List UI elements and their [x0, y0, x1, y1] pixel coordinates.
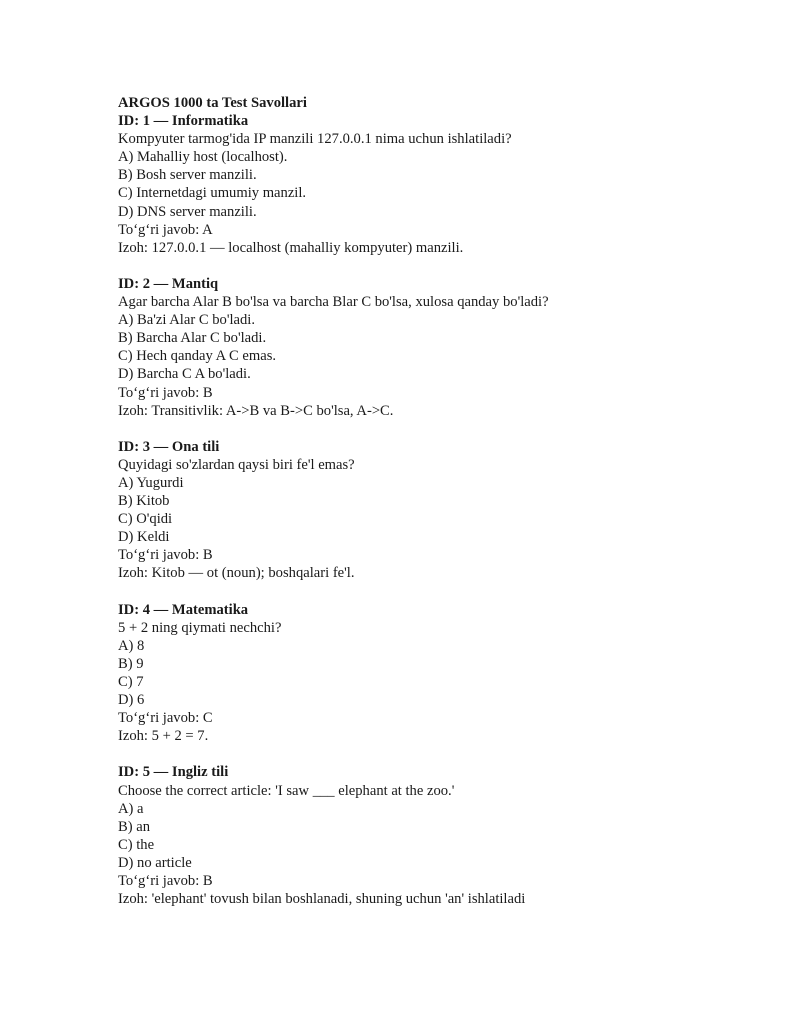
question-heading: ID: 4 — Matematika [118, 601, 249, 618]
option-c: C) O'qidi [118, 511, 173, 528]
option-a: A) Yugurdi [118, 474, 184, 491]
question-heading: ID: 3 — Ona tili [118, 438, 220, 455]
question-block-5 [118, 763, 758, 908]
question-text: Quyidagi so'zlardan qaysi biri fe'l emas? [118, 456, 355, 473]
option-a: A) Ba'zi Alar C bo'ladi. [118, 312, 255, 329]
option-c: C) Internetdagi umumiy manzil. [118, 185, 307, 202]
explanation: Izoh: 'elephant' tovush bilan boshlanadi, shuning uchun 'an' ishlatiladi [118, 891, 526, 908]
option-b: B) Barcha Alar C bo'ladi. [118, 330, 267, 347]
explanation: Izoh: 127.0.0.1 — localhost (mahalliy kompyuter) manzili. [118, 239, 464, 256]
option-d: D) Keldi [118, 529, 170, 546]
explanation: Izoh: 5 + 2 = 7. [118, 728, 209, 745]
option-b: B) 9 [118, 655, 144, 672]
question-heading: ID: 1 — Informatika [118, 113, 249, 130]
explanation: Izoh: Transitivlik: A->B va B->C bo'lsa, A->C. [118, 402, 394, 419]
question-heading: ID: 2 — Mantiq [118, 275, 219, 292]
option-b: B) Kitob [118, 493, 170, 510]
option-d: D) DNS server manzili. [118, 203, 257, 220]
option-b: B) Bosh server manzili. [118, 167, 257, 184]
question-heading: ID: 5 — Ingliz tili [118, 764, 229, 781]
document-page [118, 94, 758, 908]
document-title: ARGOS 1000 ta Test Savollari [118, 95, 307, 111]
correct-answer: To‘g‘ri javob: B [118, 384, 213, 401]
question-text: Kompyuter tarmog'ida IP manzili 127.0.0.1 nima uchun ishlatiladi? [118, 131, 512, 148]
option-c: C) Hech qanday A C emas. [118, 348, 277, 365]
option-a: A) a [118, 800, 144, 817]
question-text: 5 + 2 ning qiymati nechchi? [118, 619, 282, 636]
option-d: D) Barcha C A bo'ladi. [118, 366, 251, 383]
question-block-3 [118, 438, 758, 583]
question-text: Agar barcha Alar B bo'lsa va barcha Blar C bo'lsa, xulosa qanday bo'ladi? [118, 294, 549, 311]
option-a: A) Mahalliy host (localhost). [118, 149, 288, 166]
correct-answer: To‘g‘ri javob: A [118, 221, 213, 238]
question-block-1 [118, 112, 758, 257]
option-b: B) an [118, 818, 151, 835]
option-d: D) 6 [118, 692, 145, 709]
option-c: C) the [118, 836, 155, 853]
question-block-4 [118, 601, 758, 746]
explanation: Izoh: Kitob — ot (noun); boshqalari fe'l. [118, 565, 355, 582]
option-a: A) 8 [118, 637, 145, 654]
correct-answer: To‘g‘ri javob: B [118, 547, 213, 564]
question-text: Choose the correct article: 'I saw ___ elephant at the zoo.' [118, 782, 455, 799]
correct-answer: To‘g‘ri javob: B [118, 873, 213, 890]
question-block-2 [118, 275, 758, 420]
option-d: D) no article [118, 854, 192, 871]
option-c: C) 7 [118, 674, 144, 690]
correct-answer: To‘g‘ri javob: C [118, 710, 213, 727]
